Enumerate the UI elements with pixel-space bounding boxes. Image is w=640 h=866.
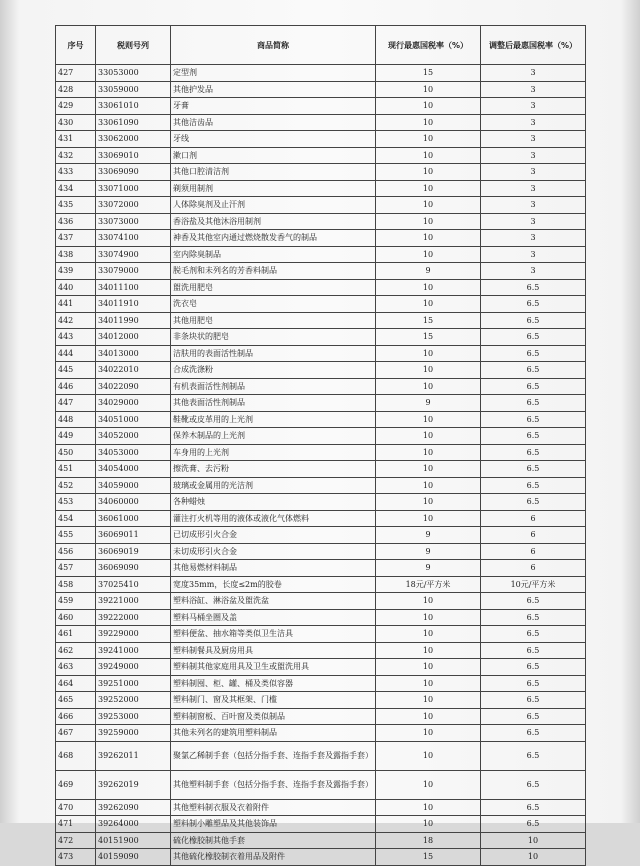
product-name-cell: 神香及其他室内通过燃烧散发香气的制品 — [171, 230, 376, 247]
current-rate-cell: 10 — [376, 642, 481, 659]
row-number-cell: 460 — [56, 609, 96, 626]
current-rate-cell: 10 — [376, 180, 481, 197]
tariff-code-cell: 34012000 — [96, 329, 171, 346]
tariff-code-cell: 33069090 — [96, 164, 171, 181]
table-row — [56, 725, 586, 742]
adjusted-rate-cell: 6.5 — [481, 725, 586, 742]
table-row — [56, 659, 586, 676]
table-row — [56, 642, 586, 659]
adjusted-rate-cell: 6.5 — [481, 816, 586, 833]
tariff-code-cell: 33071000 — [96, 180, 171, 197]
current-rate-cell: 9 — [376, 543, 481, 560]
table-row — [56, 527, 586, 544]
tariff-code-cell: 34011910 — [96, 296, 171, 313]
current-rate-cell: 10 — [376, 296, 481, 313]
table-row — [56, 741, 586, 770]
row-number-cell: 465 — [56, 692, 96, 709]
current-rate-cell: 10 — [376, 626, 481, 643]
tariff-code-cell: 39241000 — [96, 642, 171, 659]
tariff-code-cell: 33072000 — [96, 197, 171, 214]
table-row — [56, 675, 586, 692]
table-row — [56, 849, 586, 866]
adjusted-rate-cell: 6.5 — [481, 770, 586, 799]
current-rate-cell: 10 — [376, 164, 481, 181]
current-rate-cell: 10 — [376, 444, 481, 461]
table-row — [56, 329, 586, 346]
adjusted-rate-cell: 6.5 — [481, 593, 586, 610]
table-row — [56, 428, 586, 445]
tariff-code-cell: 34051000 — [96, 411, 171, 428]
current-rate-cell: 10 — [376, 362, 481, 379]
tariff-code-cell: 39264000 — [96, 816, 171, 833]
adjusted-rate-cell: 3 — [481, 147, 586, 164]
table-row — [56, 832, 586, 849]
tariff-code-cell: 40151900 — [96, 832, 171, 849]
product-name-cell: 剃须用制剂 — [171, 180, 376, 197]
current-rate-cell: 9 — [376, 560, 481, 577]
product-name-cell: 塑料制门、窗及其框架、门槛 — [171, 692, 376, 709]
row-number-cell: 473 — [56, 849, 96, 866]
row-number-cell: 466 — [56, 708, 96, 725]
current-rate-cell: 10 — [376, 593, 481, 610]
tariff-code-cell: 36069019 — [96, 543, 171, 560]
tariff-code-cell: 34052000 — [96, 428, 171, 445]
tariff-code-cell: 33061090 — [96, 114, 171, 131]
table-row — [56, 411, 586, 428]
tariff-code-cell: 33059000 — [96, 81, 171, 98]
current-rate-cell: 10 — [376, 816, 481, 833]
product-name-cell: 漱口剂 — [171, 147, 376, 164]
product-name-cell: 香浴盐及其他沐浴用制剂 — [171, 213, 376, 230]
row-number-cell: 444 — [56, 345, 96, 362]
table-row — [56, 799, 586, 816]
table-row — [56, 114, 586, 131]
row-number-cell: 431 — [56, 131, 96, 148]
adjusted-rate-cell: 6.5 — [481, 609, 586, 626]
adjusted-rate-cell: 6.5 — [481, 659, 586, 676]
current-rate-cell: 10 — [376, 799, 481, 816]
product-name-cell: 灌注打火机等用的液体或液化气体燃料 — [171, 510, 376, 527]
row-number-cell: 438 — [56, 246, 96, 263]
row-number-cell: 447 — [56, 395, 96, 412]
table-row — [56, 246, 586, 263]
current-rate-cell: 9 — [376, 263, 481, 280]
adjusted-rate-cell: 3 — [481, 197, 586, 214]
current-rate-cell: 10 — [376, 692, 481, 709]
adjusted-rate-cell: 6.5 — [481, 296, 586, 313]
adjusted-rate-cell: 6.5 — [481, 312, 586, 329]
table-row — [56, 461, 586, 478]
current-rate-cell: 10 — [376, 708, 481, 725]
tariff-code-cell: 39262011 — [96, 741, 171, 770]
current-rate-cell: 10 — [376, 609, 481, 626]
adjusted-rate-cell: 6.5 — [481, 279, 586, 296]
current-rate-cell: 18元/平方米 — [376, 576, 481, 593]
row-number-cell: 464 — [56, 675, 96, 692]
table-row — [56, 230, 586, 247]
adjusted-rate-cell: 3 — [481, 65, 586, 82]
current-rate-cell: 10 — [376, 279, 481, 296]
current-rate-cell: 10 — [376, 213, 481, 230]
table-header-row — [56, 26, 586, 65]
current-rate-cell: 10 — [376, 770, 481, 799]
adjusted-rate-cell: 6 — [481, 560, 586, 577]
tariff-code-cell: 40159090 — [96, 849, 171, 866]
adjusted-rate-cell: 3 — [481, 164, 586, 181]
current-rate-cell: 10 — [376, 246, 481, 263]
tariff-code-cell: 33074900 — [96, 246, 171, 263]
row-number-cell: 468 — [56, 741, 96, 770]
row-number-cell: 462 — [56, 642, 96, 659]
current-rate-cell: 15 — [376, 849, 481, 866]
row-number-cell: 467 — [56, 725, 96, 742]
row-number-cell: 434 — [56, 180, 96, 197]
current-rate-cell: 10 — [376, 81, 481, 98]
table-row — [56, 213, 586, 230]
product-name-cell: 其他护发品 — [171, 81, 376, 98]
header-no: 序号 — [56, 26, 96, 65]
product-name-cell: 其他塑料制手套（包括分指手套、连指手套及露指手套） — [171, 770, 376, 799]
current-rate-cell: 10 — [376, 741, 481, 770]
table-row — [56, 692, 586, 709]
tariff-code-cell: 37025410 — [96, 576, 171, 593]
row-number-cell: 433 — [56, 164, 96, 181]
adjusted-rate-cell: 6.5 — [481, 477, 586, 494]
adjusted-rate-cell: 6.5 — [481, 799, 586, 816]
current-rate-cell: 10 — [376, 411, 481, 428]
tariff-code-cell: 39221000 — [96, 593, 171, 610]
table-row — [56, 494, 586, 511]
product-name-cell: 车身用的上光剂 — [171, 444, 376, 461]
current-rate-cell: 10 — [376, 494, 481, 511]
product-name-cell: 其他未列名的建筑用塑料制品 — [171, 725, 376, 742]
row-number-cell: 436 — [56, 213, 96, 230]
row-number-cell: 454 — [56, 510, 96, 527]
product-name-cell: 塑料制小雕塑品及其他装饰品 — [171, 816, 376, 833]
row-number-cell: 471 — [56, 816, 96, 833]
adjusted-rate-cell: 6 — [481, 527, 586, 544]
product-name-cell: 其他用肥皂 — [171, 312, 376, 329]
tariff-code-cell: 34053000 — [96, 444, 171, 461]
row-number-cell: 435 — [56, 197, 96, 214]
adjusted-rate-cell: 6.5 — [481, 362, 586, 379]
tariff-code-cell: 34022090 — [96, 378, 171, 395]
adjusted-rate-cell: 3 — [481, 131, 586, 148]
table-row — [56, 131, 586, 148]
product-name-cell: 保养木制品的上光剂 — [171, 428, 376, 445]
row-number-cell: 453 — [56, 494, 96, 511]
tariff-code-cell: 33073000 — [96, 213, 171, 230]
adjusted-rate-cell: 6.5 — [481, 411, 586, 428]
adjusted-rate-cell: 6.5 — [481, 395, 586, 412]
row-number-cell: 470 — [56, 799, 96, 816]
row-number-cell: 459 — [56, 593, 96, 610]
row-number-cell: 449 — [56, 428, 96, 445]
product-name-cell: 塑料制餐具及厨房用具 — [171, 642, 376, 659]
tariff-code-cell: 33053000 — [96, 65, 171, 82]
product-name-cell: 已切成形引火合金 — [171, 527, 376, 544]
adjusted-rate-cell: 10元/平方米 — [481, 576, 586, 593]
product-name-cell: 室内除臭制品 — [171, 246, 376, 263]
adjusted-rate-cell: 10 — [481, 849, 586, 866]
row-number-cell: 472 — [56, 832, 96, 849]
tariff-code-cell: 39252000 — [96, 692, 171, 709]
row-number-cell: 437 — [56, 230, 96, 247]
table-row — [56, 345, 586, 362]
product-name-cell: 玻璃或金属用的光洁剂 — [171, 477, 376, 494]
table-row — [56, 626, 586, 643]
product-name-cell: 其他口腔清洁剂 — [171, 164, 376, 181]
table-row — [56, 770, 586, 799]
tariff-code-cell: 33074100 — [96, 230, 171, 247]
row-number-cell: 446 — [56, 378, 96, 395]
product-name-cell: 人体除臭剂及止汗剂 — [171, 197, 376, 214]
row-number-cell: 457 — [56, 560, 96, 577]
adjusted-rate-cell: 3 — [481, 230, 586, 247]
product-name-cell: 各种蜡烛 — [171, 494, 376, 511]
table-row — [56, 362, 586, 379]
product-name-cell: 塑料制囤、柜、罐、桶及类似容器 — [171, 675, 376, 692]
table-row — [56, 576, 586, 593]
tariff-code-cell: 39229000 — [96, 626, 171, 643]
product-name-cell: 牙线 — [171, 131, 376, 148]
current-rate-cell: 10 — [376, 345, 481, 362]
tariff-code-cell: 33079000 — [96, 263, 171, 280]
current-rate-cell: 10 — [376, 147, 481, 164]
product-name-cell: 塑料制其他家庭用具及卫生或盥洗用具 — [171, 659, 376, 676]
product-name-cell: 擦洗膏、去污粉 — [171, 461, 376, 478]
row-number-cell: 442 — [56, 312, 96, 329]
product-name-cell: 宽度35mm，长度≤2m的胶卷 — [171, 576, 376, 593]
row-number-cell: 428 — [56, 81, 96, 98]
product-name-cell: 有机表面活性剂制品 — [171, 378, 376, 395]
current-rate-cell: 10 — [376, 114, 481, 131]
adjusted-rate-cell: 6.5 — [481, 741, 586, 770]
product-name-cell: 塑料浴缸、淋浴盆及盥洗盆 — [171, 593, 376, 610]
row-number-cell: 461 — [56, 626, 96, 643]
adjusted-rate-cell: 6.5 — [481, 444, 586, 461]
adjusted-rate-cell: 3 — [481, 98, 586, 115]
tariff-code-cell: 39253000 — [96, 708, 171, 725]
adjusted-rate-cell: 6.5 — [481, 675, 586, 692]
current-rate-cell: 15 — [376, 312, 481, 329]
table-row — [56, 147, 586, 164]
product-name-cell: 非条块状的肥皂 — [171, 329, 376, 346]
tariff-code-cell: 39262090 — [96, 799, 171, 816]
adjusted-rate-cell: 3 — [481, 246, 586, 263]
adjusted-rate-cell: 3 — [481, 213, 586, 230]
tariff-code-cell: 33061010 — [96, 98, 171, 115]
table-row — [56, 816, 586, 833]
product-name-cell: 牙膏 — [171, 98, 376, 115]
tariff-code-cell: 39259000 — [96, 725, 171, 742]
product-name-cell: 塑料马桶坐圈及盖 — [171, 609, 376, 626]
row-number-cell: 440 — [56, 279, 96, 296]
tariff-code-cell: 34060000 — [96, 494, 171, 511]
tariff-code-cell: 33062000 — [96, 131, 171, 148]
tariff-code-cell: 34013000 — [96, 345, 171, 362]
row-number-cell: 430 — [56, 114, 96, 131]
product-name-cell: 鞋靴或皮革用的上光剂 — [171, 411, 376, 428]
tariff-code-cell: 34059000 — [96, 477, 171, 494]
table-row — [56, 609, 586, 626]
product-name-cell: 盥洗用肥皂 — [171, 279, 376, 296]
product-name-cell: 其他表面活性剂制品 — [171, 395, 376, 412]
adjusted-rate-cell: 6.5 — [481, 345, 586, 362]
product-name-cell: 其他硫化橡胶制衣着用品及附件 — [171, 849, 376, 866]
current-rate-cell: 10 — [376, 378, 481, 395]
adjusted-rate-cell: 10 — [481, 832, 586, 849]
product-name-cell: 其他洁齿品 — [171, 114, 376, 131]
current-rate-cell: 10 — [376, 725, 481, 742]
adjusted-rate-cell: 6.5 — [481, 708, 586, 725]
adjusted-rate-cell: 3 — [481, 114, 586, 131]
header-adjusted-rate: 调整后最惠国税率（%） — [481, 26, 586, 65]
product-name-cell: 塑料制窗板、百叶窗及类似制品 — [171, 708, 376, 725]
current-rate-cell: 10 — [376, 675, 481, 692]
row-number-cell: 432 — [56, 147, 96, 164]
product-name-cell: 洗衣皂 — [171, 296, 376, 313]
adjusted-rate-cell: 6.5 — [481, 378, 586, 395]
row-number-cell: 455 — [56, 527, 96, 544]
tariff-code-cell: 34011100 — [96, 279, 171, 296]
table-row — [56, 296, 586, 313]
current-rate-cell: 18 — [376, 832, 481, 849]
table-row — [56, 543, 586, 560]
product-name-cell: 脱毛剂和未列名的芳香料制品 — [171, 263, 376, 280]
row-number-cell: 441 — [56, 296, 96, 313]
adjusted-rate-cell: 6.5 — [481, 692, 586, 709]
table-row — [56, 65, 586, 82]
current-rate-cell: 10 — [376, 131, 481, 148]
row-number-cell: 443 — [56, 329, 96, 346]
header-current-rate: 现行最惠国税率（%） — [376, 26, 481, 65]
current-rate-cell: 10 — [376, 659, 481, 676]
product-name-cell: 定型剂 — [171, 65, 376, 82]
row-number-cell: 451 — [56, 461, 96, 478]
header-code: 税则号列 — [96, 26, 171, 65]
table-row — [56, 378, 586, 395]
product-name-cell: 聚氯乙稀制手套（包括分指手套、连指手套及露指手套） — [171, 741, 376, 770]
row-number-cell: 456 — [56, 543, 96, 560]
current-rate-cell: 10 — [376, 461, 481, 478]
table-row — [56, 98, 586, 115]
table-row — [56, 510, 586, 527]
adjusted-rate-cell: 3 — [481, 180, 586, 197]
header-name: 商品简称 — [171, 26, 376, 65]
row-number-cell: 450 — [56, 444, 96, 461]
current-rate-cell: 10 — [376, 510, 481, 527]
row-number-cell: 445 — [56, 362, 96, 379]
table-body — [56, 65, 586, 866]
adjusted-rate-cell: 6.5 — [481, 428, 586, 445]
product-name-cell: 硫化橡胶制其他手套 — [171, 832, 376, 849]
tariff-code-cell: 33069010 — [96, 147, 171, 164]
current-rate-cell: 10 — [376, 230, 481, 247]
tariff-code-cell: 36069011 — [96, 527, 171, 544]
table-row — [56, 164, 586, 181]
current-rate-cell: 9 — [376, 527, 481, 544]
row-number-cell: 469 — [56, 770, 96, 799]
row-number-cell: 463 — [56, 659, 96, 676]
tariff-code-cell: 34011990 — [96, 312, 171, 329]
tariff-code-cell: 34054000 — [96, 461, 171, 478]
current-rate-cell: 10 — [376, 98, 481, 115]
adjusted-rate-cell: 3 — [481, 263, 586, 280]
product-name-cell: 未切成形引火合金 — [171, 543, 376, 560]
row-number-cell: 427 — [56, 65, 96, 82]
current-rate-cell: 10 — [376, 428, 481, 445]
adjusted-rate-cell: 6.5 — [481, 494, 586, 511]
adjusted-rate-cell: 6.5 — [481, 329, 586, 346]
tariff-code-cell: 39249000 — [96, 659, 171, 676]
current-rate-cell: 9 — [376, 395, 481, 412]
adjusted-rate-cell: 6 — [481, 510, 586, 527]
current-rate-cell: 15 — [376, 329, 481, 346]
product-name-cell: 塑料便盆、抽水箱等类似卫生洁具 — [171, 626, 376, 643]
adjusted-rate-cell: 3 — [481, 81, 586, 98]
tariff-code-cell: 39222000 — [96, 609, 171, 626]
table-row — [56, 279, 586, 296]
table-row — [56, 560, 586, 577]
tariff-code-cell: 34029000 — [96, 395, 171, 412]
table-row — [56, 395, 586, 412]
tariff-code-cell: 34022010 — [96, 362, 171, 379]
table-row — [56, 312, 586, 329]
table-row — [56, 593, 586, 610]
row-number-cell: 429 — [56, 98, 96, 115]
adjusted-rate-cell: 6 — [481, 543, 586, 560]
adjusted-rate-cell: 6.5 — [481, 626, 586, 643]
product-name-cell: 合成洗涤粉 — [171, 362, 376, 379]
current-rate-cell: 10 — [376, 477, 481, 494]
row-number-cell: 439 — [56, 263, 96, 280]
table-row — [56, 197, 586, 214]
adjusted-rate-cell: 6.5 — [481, 642, 586, 659]
table-row — [56, 477, 586, 494]
row-number-cell: 458 — [56, 576, 96, 593]
table-row — [56, 81, 586, 98]
current-rate-cell: 10 — [376, 197, 481, 214]
tariff-code-cell: 39251000 — [96, 675, 171, 692]
tariff-code-cell: 36061000 — [96, 510, 171, 527]
table-row — [56, 263, 586, 280]
tariff-table — [55, 25, 586, 866]
table-row — [56, 444, 586, 461]
tariff-code-cell: 39262019 — [96, 770, 171, 799]
adjusted-rate-cell: 6.5 — [481, 461, 586, 478]
product-name-cell: 其他易燃材料制品 — [171, 560, 376, 577]
tariff-code-cell: 36069090 — [96, 560, 171, 577]
product-name-cell: 其他塑料制衣服及衣着附件 — [171, 799, 376, 816]
product-name-cell: 洁肤用的表面活性制品 — [171, 345, 376, 362]
row-number-cell: 452 — [56, 477, 96, 494]
table-row — [56, 180, 586, 197]
row-number-cell: 448 — [56, 411, 96, 428]
current-rate-cell: 15 — [376, 65, 481, 82]
table-row — [56, 708, 586, 725]
